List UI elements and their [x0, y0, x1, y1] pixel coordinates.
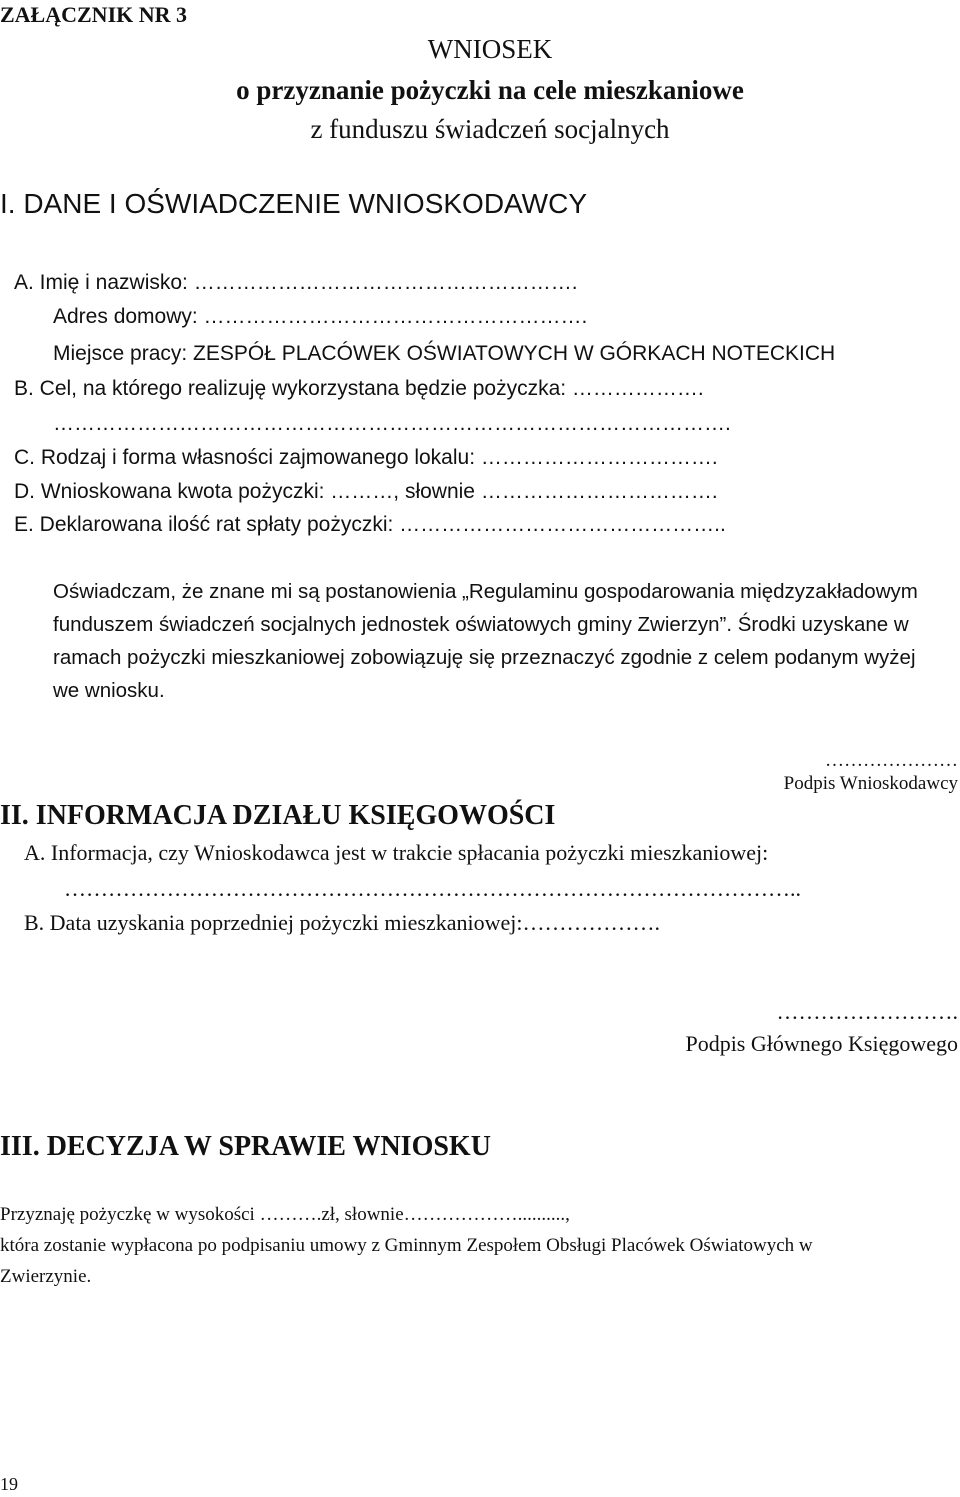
- repayment-info: A. Informacja, czy Wnioskodawca jest w trakcie spłacania pożyczki mieszkaniowej:: [24, 840, 769, 865]
- section-1-title: I. DANE I OŚWIADCZENIE WNIOSKODAWCY: [0, 188, 588, 219]
- decision-payout-text: która zostanie wypłacona po podpisaniu umowy z Gminnym Zespołem Obsługi Placówek Oświatowych w Zwierzynie.: [0, 1235, 813, 1287]
- declaration-text: Oświadczam, że znane mi są postanowienia „Regulaminu gospodarowania międzyzakładowym funduszem świadczeń socjalnych jednostek oświatowych gminy Zwierzyn”. Środki uzyskane w ramach pożyczki mieszkaniowej zobowiązuję się przeznaczyć zgodnie z celem podanym wyżej we wniosku.: [53, 580, 918, 702]
- accountant-signature-label: Podpis Głównego Księgowego: [685, 1031, 958, 1056]
- appendix-label: ZAŁĄCZNIK NR 3: [0, 2, 188, 27]
- section-2-title: II. INFORMACJA DZIAŁU KSIĘGOWOŚCI: [0, 800, 556, 831]
- field-workplace: Miejsce pracy: ZESPÓŁ PLACÓWEK OŚWIATOWYCH W GÓRKACH NOTECKICH: [53, 342, 836, 365]
- field-loan-amount: D. Wnioskowana kwota pożyczki: ………, słownie …………………………….: [14, 480, 718, 503]
- applicant-signature-line: …………………: [825, 750, 958, 771]
- field-name: A. Imię i nazwisko: ……………………………………………….: [14, 271, 578, 294]
- accountant-signature-line: …………………….: [776, 999, 958, 1024]
- field-purpose-continuation: …………………………………………………………………………………….: [53, 412, 731, 435]
- field-installments: E. Deklarowana ilość rat spłaty pożyczki: ………………………………………..: [14, 513, 726, 536]
- field-purpose: B. Cel, na którego realizuję wykorzystana będzie pożyczka: ……………….: [14, 377, 704, 400]
- applicant-signature-label: Podpis Wnioskodawcy: [783, 773, 958, 794]
- field-address: Adres domowy: ……………………………………………….: [53, 305, 588, 328]
- document-subtitle-fund: z funduszu świadczeń socjalnych: [310, 114, 670, 144]
- previous-loan-date: B. Data uzyskania poprzedniej pożyczki mieszkaniowej:……………….: [24, 910, 660, 935]
- repayment-info-continuation: ………………………………………………………………………………………..: [64, 876, 801, 901]
- section-3-title: III. DECYZJA W SPRAWIE WNIOSKU: [0, 1131, 491, 1162]
- document-title: WNIOSEK: [427, 34, 553, 64]
- field-premises-type: C. Rodzaj i forma własności zajmowanego lokalu: …………………………….: [14, 446, 718, 469]
- page-number: 19: [0, 1474, 18, 1494]
- document-subtitle: o przyznanie pożyczki na cele mieszkaniowe: [236, 75, 744, 105]
- decision-amount: Przyznaję pożyczkę w wysokości ……….zł, słownie………………..........,: [0, 1204, 570, 1225]
